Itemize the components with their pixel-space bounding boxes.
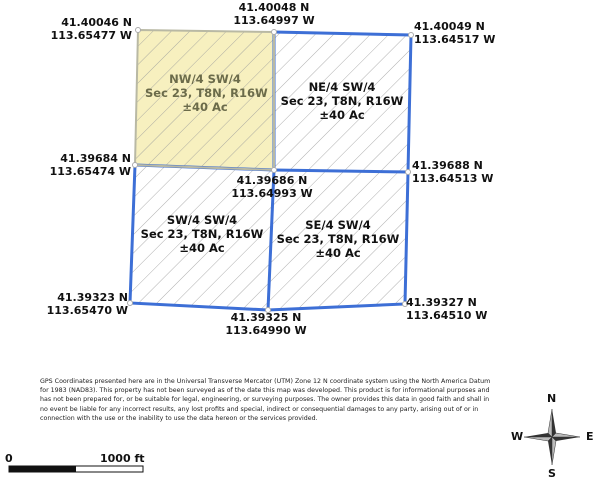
corner-label-nw — [51, 16, 132, 42]
scale-end-label: 1000 ft — [100, 452, 145, 465]
parcel-section: Sec 23, T8N, R16W — [280, 94, 404, 108]
parcel-name: NW/4 SW/4 — [169, 72, 241, 86]
compass-west-label: W — [511, 430, 524, 443]
corner-lon: 113.64510 W — [406, 309, 488, 322]
disclaimer-text: GPS Coordinates presented here are in the Universal Transverse Mercator (UTM) Zone 12 N coordinate system using the North America Datum for 1983 (NAD83). This property has not been surveyed as of the date this map was developed. This product is for informational purposes and has not been prepared for, or be suitable for legal, engineering, or surveying purposes. The owner provides this data in good faith and shall in no event be liable for any incorrect results, any lost profits and special, indirect or consequential damages to any party, arising out of or in connection with the use or the inability to use the data hereon or the services provided. — [40, 378, 491, 422]
corner-label-se — [406, 296, 487, 322]
compass-south-label: S — [548, 467, 556, 480]
parcel-label-se-sw — [274, 218, 402, 260]
parcel-label-ne-sw — [278, 80, 406, 122]
scale-start-label: 0 — [5, 452, 13, 465]
corner-lon: 113.64993 W — [231, 187, 313, 200]
corner-label-n-mid — [214, 1, 334, 27]
corner-label-s-mid — [206, 311, 326, 337]
corner-lon: 113.64513 W — [412, 172, 494, 185]
corner-lon: 113.65470 W — [46, 304, 128, 317]
parcel-name: SE/4 SW/4 — [305, 218, 371, 232]
parcel-label-nw-sw — [145, 72, 268, 114]
corner-label-w-mid — [50, 152, 131, 178]
scale-bar — [9, 466, 143, 472]
parcel-name: NE/4 SW/4 — [308, 80, 376, 94]
corner-lat: 41.39323 N — [57, 291, 128, 304]
corner-label-e-mid — [412, 159, 493, 185]
corner-label-center — [212, 174, 332, 200]
compass-rose-icon — [524, 409, 580, 465]
parcel-acreage: ±40 Ac — [315, 246, 361, 260]
corner-lon: 113.65474 W — [49, 165, 131, 178]
corner-lon: 113.64997 W — [233, 14, 315, 27]
corner-lat: 41.39327 N — [406, 296, 477, 309]
corner-lat: 41.40048 N — [238, 1, 310, 14]
corner-lat: 41.39688 N — [412, 159, 483, 172]
corner-label-sw — [47, 291, 128, 317]
parcel-acreage: ±40 Ac — [179, 241, 225, 255]
corner-label-ne — [414, 20, 495, 46]
parcel-section: Sec 23, T8N, R16W — [276, 232, 400, 246]
parcel-section: Sec 23, T8N, R16W — [140, 227, 264, 241]
compass-east-label: E — [586, 430, 594, 443]
parcel-acreage: ±40 Ac — [319, 108, 365, 122]
parcel-acreage: ±40 Ac — [182, 100, 228, 114]
corner-lon: 113.64517 W — [414, 33, 496, 46]
corner-lat: 41.40049 N — [414, 20, 485, 33]
corner-lat: 41.39325 N — [230, 311, 302, 324]
corner-lat: 41.39684 N — [60, 152, 131, 165]
parcel-name: SW/4 SW/4 — [166, 213, 238, 227]
corner-lat: 41.39686 N — [236, 174, 308, 187]
parcel-label-sw-sw — [138, 213, 266, 255]
corner-lat: 41.40046 N — [61, 16, 132, 29]
compass-north-label: N — [547, 392, 557, 405]
corner-lon: 113.65477 W — [50, 29, 132, 42]
parcel-section: Sec 23, T8N, R16W — [145, 86, 268, 100]
corner-lon: 113.64990 W — [225, 324, 307, 337]
